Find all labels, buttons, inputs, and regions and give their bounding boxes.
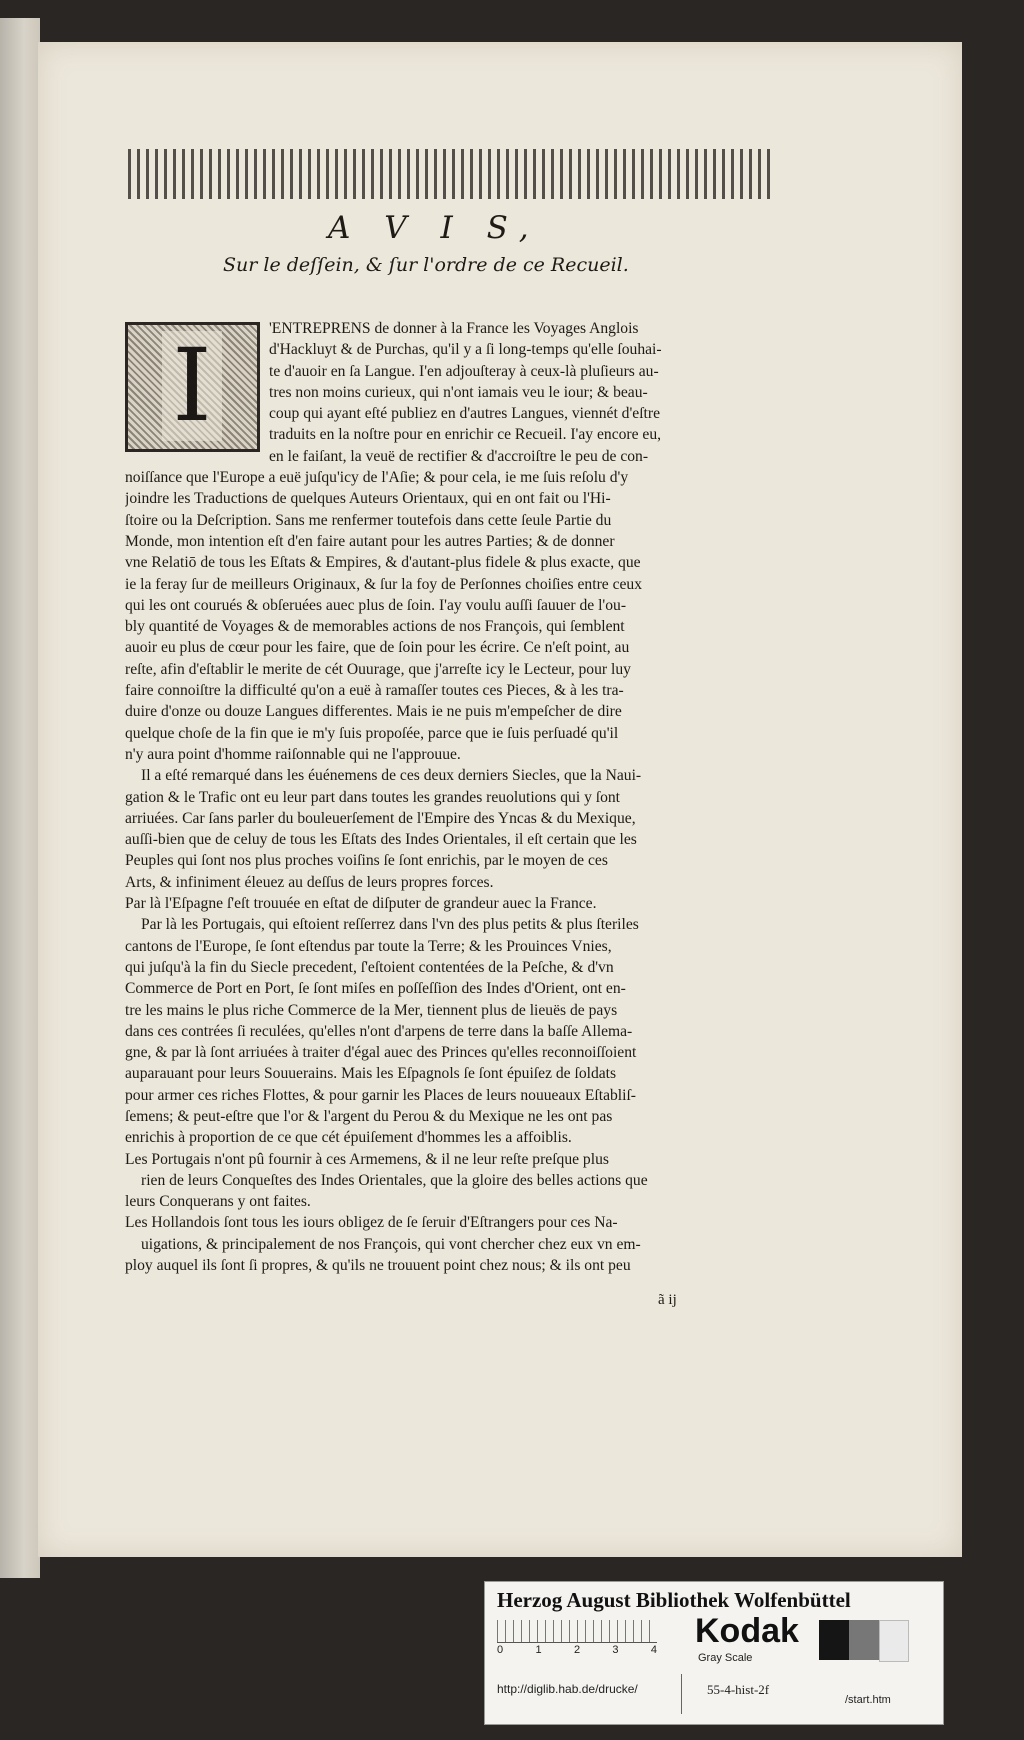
text-line: n'y aura point d'homme raiſonnable qui ne l'approuue. — [125, 745, 461, 763]
ruler-number: 4 — [650, 1644, 657, 1656]
book-page — [38, 42, 962, 1557]
text-line: Les Portugais n'ont pû fournir à ces Armemens, & il ne leur reſte preſque plus — [125, 1150, 609, 1168]
text-line: coup qui ayant eſté publiez en d'autres Langues, viennét d'eſtre — [269, 405, 660, 423]
ruler-number: 1 — [535, 1644, 542, 1656]
text-line: gne, & par là ſont arriuées à traiter d'égal auec des Princes qu'elles reconnoiſſoient — [125, 1044, 637, 1062]
text-line: traduits en la noſtre pour en enrichir ce Recueil. I'ay encore eu, — [269, 426, 662, 444]
source-url: http://diglib.hab.de/drucke/ — [497, 1682, 638, 1696]
text-line: dans ces contrées ſi reculées, qu'elles n'ont d'arpens de terre dans la baſſe Allema- — [125, 1022, 633, 1040]
text-line: duire d'onze ou douze Langues differentes. Mais ie ne puis m'empeſcher de dire — [125, 703, 622, 721]
scan-target-card — [484, 1581, 944, 1725]
text-line: tre les mains le plus riche Commerce de la Mer, tiennent plus de lieuës de pays — [125, 1001, 618, 1019]
scale-ruler — [497, 1620, 657, 1643]
page-subtitle: Sur le deſſein, & ſur l'ordre de ce Recueil. — [223, 254, 629, 276]
text-line: enrichis à proportion de ce que cét épuiſement d'hommes les a affoiblis. — [125, 1129, 572, 1147]
text-line: ploy auquel ils ſont ſi propres, & qu'ils ne trouuent point chez nous; & ils ont peu — [125, 1257, 631, 1275]
text-line: ie la feray ſur de meilleurs Originaux, & ſur la foy de Perſonnes choiſies entre ceux — [125, 575, 643, 593]
text-line: Par là les Portugais, qui eſtoient reſſerrez dans l'vn des plus petits & plus ſteriles — [141, 916, 639, 934]
kodak-logo: Kodak — [695, 1612, 799, 1650]
text-line: joindre les Traductions de quelques Auteurs Orientaux, qui en ont fait ou l'Hi- — [125, 490, 611, 508]
text-line: rien de leurs Conqueſtes des Indes Orientales, que la gloire des belles actions que — [141, 1171, 648, 1189]
gray-swatch-dark — [819, 1620, 849, 1660]
text-line: uigations, & principalement de nos François, qui vont chercher chez eux vn em- — [141, 1235, 641, 1253]
text-line: noiſſance que l'Europe a euë juſqu'icy de l'Aſie; & pour cela, ie me ſuis reſolu d'y — [125, 469, 629, 487]
ruler-number: 0 — [497, 1644, 504, 1656]
text-line: 'ENTREPRENS de donner à la France les Voyages Anglois — [269, 320, 639, 337]
header-ornament-band — [128, 149, 776, 199]
text-line: qui les ont courués & obſeruées auec plus de ſoin. I'ay voulu auſſi ſauuer de l'ou- — [125, 596, 627, 614]
text-line: bly quantité de Voyages & de memorables actions de nos François, qui ſemblent — [125, 618, 625, 636]
text-line: arriuées. Car ſans parler du bouleuerſement de l'Empire des Yncas & du Mexique, — [125, 809, 636, 827]
gray-scale-label: Gray Scale — [698, 1652, 753, 1664]
text-line: ſtoire ou la Deſcription. Sans me renfermer toutefois dans cette ſeule Partie du — [125, 511, 612, 529]
ruler-number: 3 — [612, 1644, 619, 1656]
text-line: en le faiſant, la veuë de rectifier & d'accroiſtre le peu de con- — [269, 447, 649, 465]
text-line: Arts, & infiniment éleuez au deſſus de leurs propres forces. — [125, 873, 494, 891]
gray-swatch-mid — [849, 1620, 879, 1660]
body-text — [125, 318, 785, 1276]
card-divider — [681, 1674, 682, 1714]
text-line: auſſi-bien que de celuy de tous les Eſtats des Indes Orientales, il eſt certain que les — [125, 831, 637, 849]
ruler-number: 2 — [573, 1644, 581, 1656]
text-line: Par là l'Eſpagne ſ'eſt trouuée en eſtat de diſputer de grandeur auec la France. — [125, 895, 597, 913]
text-line: pour armer ces riches Flottes, & pour garnir les Places de leurs nouueaux Eſtabliſ- — [125, 1086, 636, 1104]
text-line: quelque choſe de la fin que ie m'y ſuis propoſée, parce que ie ſuis perſuadé qu'il — [125, 724, 619, 742]
text-line: tres non moins curieux, qui n'ont iamais veu le iour; & beau- — [269, 383, 648, 401]
text-line: Il a eſté remarqué dans les éuénemens de ces deux derniers Siecles, que la Naui- — [141, 767, 642, 785]
text-line: te d'auoir en ſa Langue. I'en adjouſteray à ceux-là pluſieurs au- — [269, 362, 659, 380]
text-line: Commerce de Port en Port, ſe ſont miſes en poſſeſſion des Indes d'Orient, ont en- — [125, 980, 626, 998]
ruler-numbers — [497, 1644, 657, 1656]
text-line: cantons de l'Europe, ſe ſont eſtendus par toute la Terre; & les Prouinces Vnies, — [125, 937, 612, 955]
text-line: d'Hackluyt & de Purchas, qu'il y a ſi long-temps qu'elle ſouhai- — [269, 341, 662, 359]
text-line: leurs Conquerans y ont faites. — [125, 1193, 311, 1211]
text-line: Les Hollandois ſont tous les iours obligez de ſe ſeruir d'Eſtrangers pour ces Na- — [125, 1214, 618, 1232]
text-line: gation & le Trafic ont eu leur part dans toutes les grandes reuolutions qui y ſont — [125, 788, 621, 806]
gray-swatch-light — [879, 1620, 909, 1662]
text-line: Monde, mon intention eſt d'en faire autant pour les autres Parties; & de donner — [125, 532, 615, 550]
text-line: auoir eu plus de cœur pour les faire, que de ſoin pour les écrire. Ce n'eſt point, au — [125, 639, 630, 657]
page-title: A V I S, — [328, 210, 541, 246]
start-link-text: /start.htm — [845, 1694, 891, 1706]
initial-letter: I — [162, 331, 222, 441]
text-line: auparauant pour leurs Souuerains. Mais les Eſpagnols ſe ſont épuiſez de ſoldats — [125, 1065, 617, 1083]
call-number: 55-4-hist-2f — [707, 1682, 770, 1697]
text-line: faire connoiſtre la difficulté qu'on a euë à ramaſſer toutes ces Pieces, & à les tra- — [125, 682, 624, 700]
adjacent-page-edge — [0, 18, 40, 1578]
text-line: qui juſqu'à la fin du Siecle precedent, ſ'eſtoient contentées de la Peſche, & d'vn — [125, 958, 614, 976]
signature-mark: ã ij — [658, 1292, 677, 1308]
library-name: Herzog August Bibliothek Wolfenbüttel — [497, 1588, 851, 1612]
text-line: Peuples qui ſont nos plus proches voiſins ſe ſont enrichis, par le moyen de ces — [125, 852, 608, 870]
text-line: reſte, afin d'eſtablir le merite de cét Ouurage, que j'arreſte icy le Lecteur, pour luy — [125, 660, 631, 678]
text-line: ſemens; & peut-eſtre que l'or & l'argent du Perou & du Mexique ne les ont pas — [125, 1107, 613, 1125]
text-line: vne Relatiō de tous les Eſtats & Empires, & d'autant-plus fidele & plus exacte, que — [125, 554, 641, 572]
